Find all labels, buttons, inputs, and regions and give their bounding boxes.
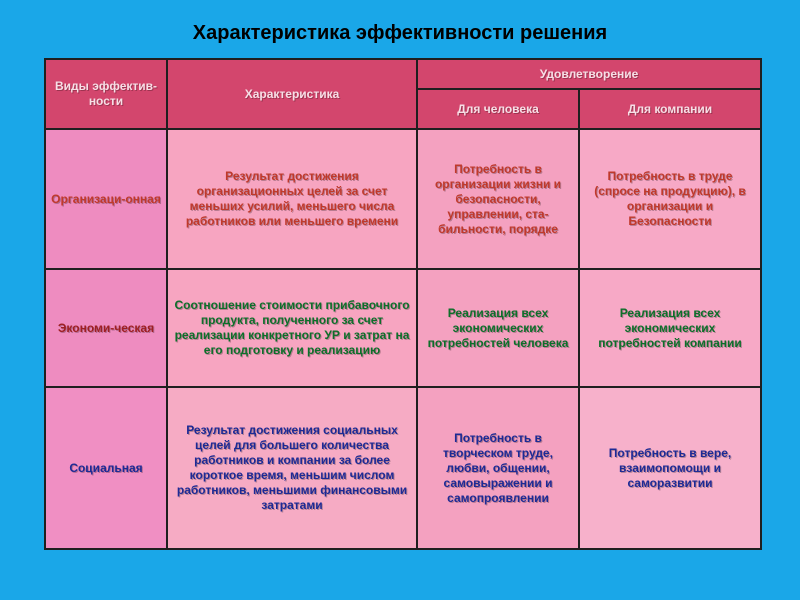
header-types: Виды эффектив-ности	[45, 59, 167, 129]
table-row	[45, 269, 761, 387]
efficiency-table	[44, 58, 762, 550]
row-type: Экономи-ческая	[45, 269, 167, 387]
row-for-company: Потребность в труде (спросе на продукцию), в организации и Безопасности	[579, 129, 761, 269]
table-row	[45, 129, 761, 269]
row-for-person: Потребность в организации жизни и безопасности, управлении, ста-бильности, порядке	[417, 129, 579, 269]
row-type: Социальная	[45, 387, 167, 549]
row-for-person: Потребность в творческом труде, любви, общении, самовыражении и самопроявлении	[417, 387, 579, 549]
row-for-company: Потребность в вере, взаимопомощи и саморазвитии	[579, 387, 761, 549]
row-for-person: Реализация всех экономических потребностей человека	[417, 269, 579, 387]
header-characteristic: Характеристика	[167, 59, 417, 129]
page-title: Характеристика эффективности решения	[192, 22, 608, 44]
row-characteristic: Результат достижения социальных целей для большего количества работников и компании за более короткое время, меньшим числом работников, меньшими финансовыми затратами	[167, 387, 417, 549]
row-characteristic: Соотношение стоимости прибавочного продукта, полученного за счет реализации конкретного УР и затрат на его подготовку и реализацию	[167, 269, 417, 387]
row-for-company: Реализация всех экономических потребностей компании	[579, 269, 761, 387]
header-satisfaction: Удовлетворение	[417, 59, 761, 89]
header-for-company: Для компании	[579, 89, 761, 129]
row-characteristic: Результат достижения организационных целей за счет меньших усилий, меньшего числа работников или меньшего времени	[167, 129, 417, 269]
header-for-person: Для человека	[417, 89, 579, 129]
header-row	[45, 59, 761, 89]
table-row	[45, 387, 761, 549]
row-type: Организаци-онная	[45, 129, 167, 269]
